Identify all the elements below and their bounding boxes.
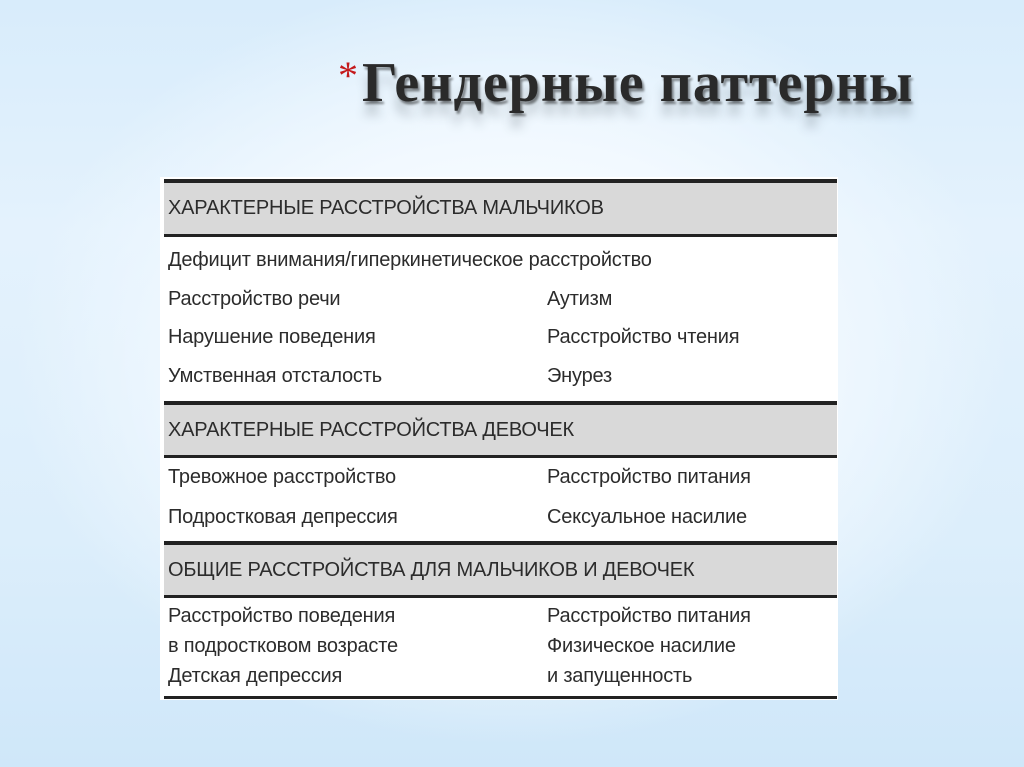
title-bullet: * bbox=[338, 53, 358, 98]
table-cell: Расстройство речи bbox=[168, 288, 341, 310]
table-cell: и запущенность bbox=[547, 665, 693, 687]
slide-title bbox=[338, 48, 913, 128]
disorders-table bbox=[160, 177, 838, 700]
table-cell: Сексуальное насилие bbox=[547, 506, 747, 528]
table-cell: Нарушение поведения bbox=[168, 326, 376, 348]
table-cell: Подростковая депрессия bbox=[168, 506, 398, 528]
table-cell: Расстройство чтения bbox=[547, 326, 740, 348]
table-bottom-rule bbox=[164, 696, 837, 699]
table-cell: Детская депрессия bbox=[168, 665, 343, 687]
section-header-girls: ХАРАКТЕРНЫЕ РАССТРОЙСТВА ДЕВОЧЕК bbox=[164, 401, 837, 458]
section-header-common: ОБЩИЕ РАССТРОЙСТВА ДЛЯ МАЛЬЧИКОВ И ДЕВОЧЕК bbox=[164, 541, 837, 598]
section-header-boys: ХАРАКТЕРНЫЕ РАССТРОЙСТВА МАЛЬЧИКОВ bbox=[164, 179, 837, 237]
table-cell: Аутизм bbox=[547, 288, 613, 310]
table-cell: Дефицит внимания/гиперкинетическое расстройство bbox=[168, 249, 652, 271]
table-cell: Расстройство питания bbox=[547, 605, 751, 627]
table-cell: Тревожное расстройство bbox=[168, 466, 396, 488]
table-cell: Расстройство поведения bbox=[168, 605, 396, 627]
title-text: Гендерные паттерны bbox=[362, 52, 914, 114]
table-cell: в подростковом возрасте bbox=[168, 635, 398, 657]
table-cell: Физическое насилие bbox=[547, 635, 736, 657]
table-cell: Умственная отсталость bbox=[168, 365, 382, 387]
table-cell: Энурез bbox=[547, 365, 612, 387]
table-cell: Расстройство питания bbox=[547, 466, 751, 488]
